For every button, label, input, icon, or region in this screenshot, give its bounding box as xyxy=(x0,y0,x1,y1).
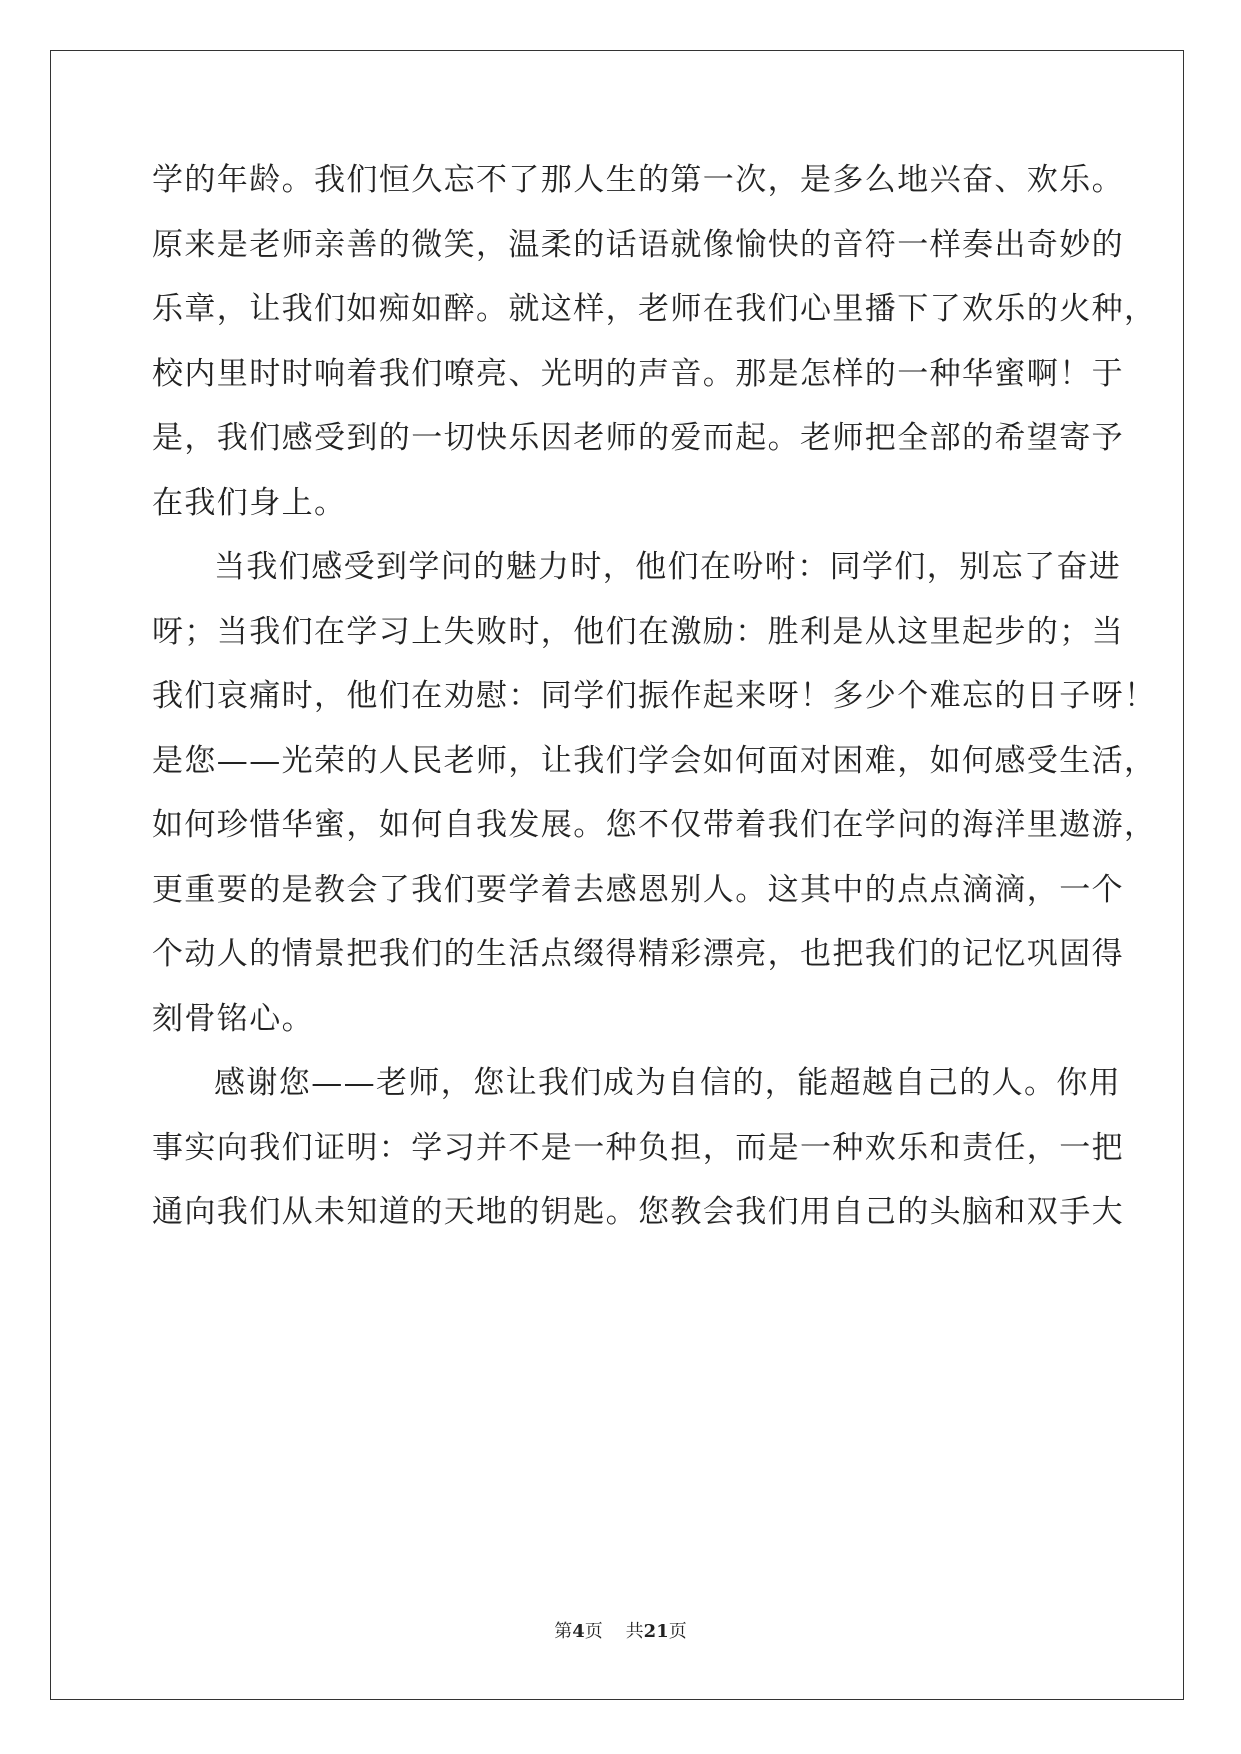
page-prefix: 第 xyxy=(554,1621,573,1642)
text-line: 更重要的是教会了我们要学着去感恩别人。这其中的点点滴滴，一个 xyxy=(152,871,1124,908)
text-line: 通向我们从未知道的天地的钥匙。您教会我们用自己的头脑和双手大 xyxy=(152,1194,1124,1230)
text-line: 是，我们感受到的一切快乐因老师的爱而起。老师把全部的希望寄予 xyxy=(152,420,1124,456)
text-line: 事实向我们证明：学习并不是一种负担，而是一种欢乐和责任，一把 xyxy=(152,1129,1124,1166)
text-line: 刻骨铭心。 xyxy=(152,1000,314,1037)
page-footer xyxy=(0,1617,1241,1643)
text-line: 呀；当我们在学习上失败时，他们在激励：胜利是从这里起步的；当 xyxy=(152,613,1124,650)
page-number: 4 xyxy=(572,1621,585,1642)
total-suffix: 页 xyxy=(668,1621,687,1642)
text-line: 是您——光荣的人民老师，让我们学会如何面对困难，如何感受生活， xyxy=(152,742,1157,779)
text-line: 当我们感受到学问的魅力时，他们在吩咐：同学们，别忘了奋进 xyxy=(214,549,1122,585)
document-body xyxy=(152,160,1157,1257)
text-line: 学的年龄。我们恒久忘不了那人生的第一次，是多么地兴奋、欢乐。 xyxy=(152,162,1124,198)
text-line: 乐章，让我们如痴如醉。就这样，老师在我们心里播下了欢乐的火种， xyxy=(152,291,1157,327)
text-line: 感谢您——老师，您让我们成为自信的，能超越自己的人。你用 xyxy=(214,1065,1122,1101)
page-suffix: 页 xyxy=(584,1621,603,1642)
text-line: 个动人的情景把我们的生活点缀得精彩漂亮，也把我们的记忆巩固得 xyxy=(152,936,1124,972)
text-line: 在我们身上。 xyxy=(152,484,347,521)
text-line: 如何珍惜华蜜，如何自我发展。您不仅带着我们在学问的海洋里遨游， xyxy=(152,807,1157,843)
text-line: 原来是老师亲善的微笑，温柔的话语就像愉快的音符一样奏出奇妙的 xyxy=(152,226,1124,263)
total-pages: 21 xyxy=(643,1621,669,1642)
text-line: 校内里时时响着我们嘹亮、光明的声音。那是怎样的一种华蜜啊！于 xyxy=(152,355,1124,392)
text-line: 我们哀痛时，他们在劝慰：同学们振作起来呀！多少个难忘的日子呀！ xyxy=(152,678,1157,714)
total-prefix: 共 xyxy=(625,1621,644,1642)
